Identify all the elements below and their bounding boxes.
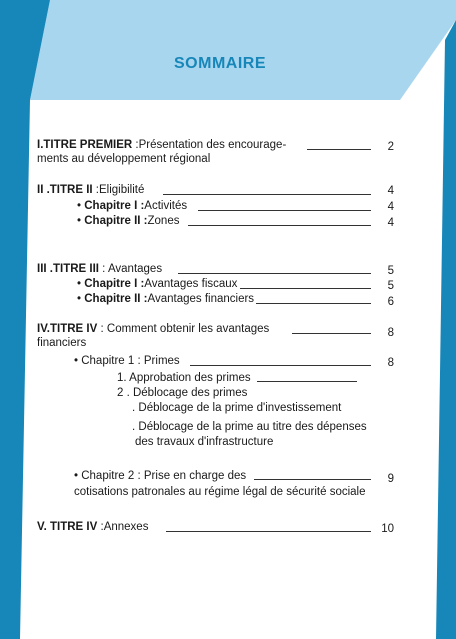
bullet-icon: • — [77, 293, 82, 305]
toc-entry-t4-s1[interactable]: 1. Approbation des primes — [117, 372, 251, 384]
toc-page: 5 — [387, 280, 394, 292]
toc-entry-t4-s2a[interactable]: . Déblocage de la prime d'investissement — [132, 402, 342, 414]
toc-page-2: 4 — [387, 185, 394, 197]
toc-entry-t4-s2[interactable]: 2 . Déblocage des primes — [117, 387, 248, 399]
toc-entry-titre-5[interactable]: V. TITRE IV :Annexes — [37, 521, 149, 533]
toc-entry-titre-3[interactable]: III .TITRE III : Avantages — [37, 263, 163, 275]
toc-leader — [163, 194, 371, 195]
right-bottom-band — [436, 20, 456, 639]
toc-entry-titre-1-cont: ments au développement régional — [37, 153, 211, 165]
toc-entry-t2-ch1[interactable]: • Chapitre I :Activités — [77, 200, 188, 212]
toc-page-3: 5 — [387, 265, 394, 277]
header-band — [30, 0, 456, 100]
toc-page-5: 10 — [381, 523, 394, 535]
toc-leader — [254, 479, 371, 480]
toc-leader — [166, 531, 371, 532]
toc-leader — [257, 381, 357, 382]
bullet-icon: • — [74, 470, 79, 482]
toc-page: 4 — [387, 201, 394, 213]
toc-page: 4 — [387, 217, 394, 229]
page-title: SOMMAIRE — [174, 55, 266, 72]
bullet-icon: • — [77, 200, 82, 212]
toc-leader — [188, 225, 371, 226]
toc-leader — [240, 288, 371, 289]
toc-page: 8 — [387, 357, 394, 369]
toc-entry-t4-s2b[interactable]: . Déblocage de la prime au titre des dépenses — [132, 421, 367, 433]
toc-entry-titre-2[interactable]: II .TITRE II :Eligibilité — [37, 184, 145, 196]
toc-page-1: 2 — [387, 141, 394, 153]
toc-leader — [178, 273, 371, 274]
toc-leader — [190, 365, 371, 366]
toc-entry-t3-ch2[interactable]: • Chapitre II :Avantages financiers — [77, 293, 255, 305]
toc-entry-titre-4-cont: financiers — [37, 337, 87, 349]
toc-page: 6 — [387, 296, 394, 308]
toc-leader — [256, 303, 371, 304]
bullet-icon: • — [74, 355, 79, 367]
bullet-icon: • — [77, 215, 82, 227]
toc-entry-t4-ch2[interactable]: • Chapitre 2 : Prise en charge des — [74, 470, 247, 482]
toc-entry-t4-s2b-cont: des travaux d'infrastructure — [135, 436, 274, 448]
toc-page-4: 8 — [387, 327, 394, 339]
bullet-icon: • — [77, 278, 82, 290]
toc-entry-t2-ch2[interactable]: • Chapitre II :Zones — [77, 215, 180, 227]
toc-leader — [198, 210, 371, 211]
toc-entry-titre-4[interactable]: IV.TITRE IV : Comment obtenir les avantages — [37, 323, 270, 335]
toc-entry-t4-ch1[interactable]: • Chapitre 1 : Primes — [74, 355, 180, 367]
toc-entry-t3-ch1[interactable]: • Chapitre I :Avantages fiscaux — [77, 278, 238, 290]
toc-page: 9 — [387, 473, 394, 485]
toc-leader — [307, 149, 371, 150]
toc-title-1: I.TITRE PREMIER — [37, 139, 133, 151]
toc-entry-titre-1[interactable]: I.TITRE PREMIER :Présentation des encourage- — [37, 139, 287, 151]
toc-entry-t4-ch2-cont: cotisations patronales au régime légal de sécurité sociale — [74, 486, 366, 498]
toc-leader — [292, 333, 371, 334]
